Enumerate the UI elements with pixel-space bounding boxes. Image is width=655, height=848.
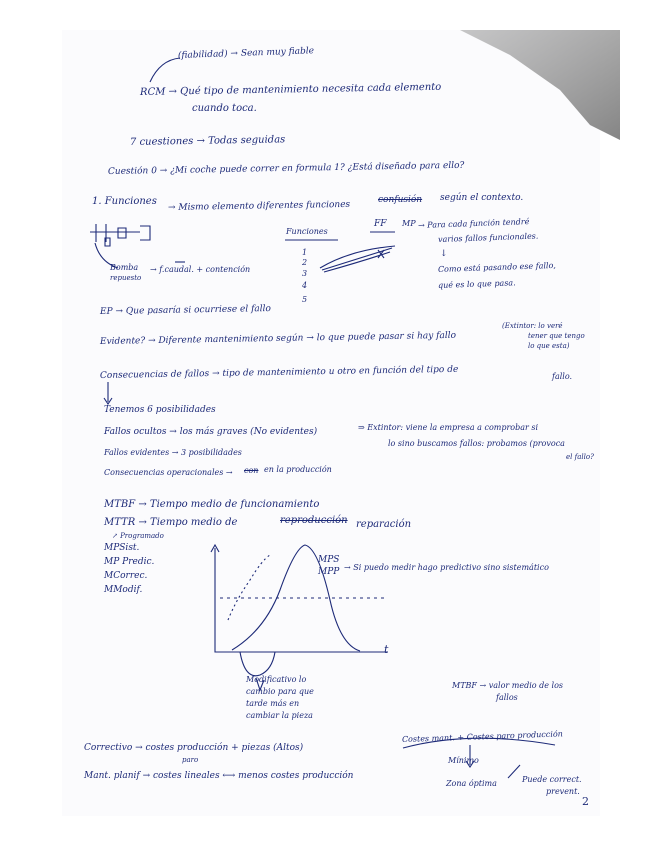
como-esta: Como está pasando ese fallo, — [437, 260, 557, 274]
mtbf-valor-2: fallos — [496, 693, 518, 702]
puede-correct: Puede correct. — [522, 775, 582, 784]
si-puedo: → Si puedo medir hago predictivo sino sistemático — [344, 563, 549, 572]
funciones-desc-a: → Mismo elemento diferentes funciones — [167, 199, 351, 213]
tenemos-line: Tenemos 6 posibilidades — [104, 405, 216, 415]
num-5: 5 — [302, 295, 308, 304]
modificativo-2: cambio para que — [246, 687, 314, 696]
cuestiones-line: 7 cuestiones → Todas seguidas — [129, 134, 286, 148]
rcm-line-2: cuando toca. — [192, 103, 257, 114]
consecuencias-op: Consecuencias operacionales → — [104, 468, 233, 477]
correctivo-paro: paro — [182, 756, 199, 764]
mp-sist: MPSist. — [104, 543, 140, 553]
extintor-note-1: (Extintor: lo veré — [502, 322, 563, 330]
bomba-desc: → f.caudal. + contención — [150, 265, 251, 274]
mttr-line-b: reparación — [356, 519, 412, 530]
mttr-strike: reproducción — [280, 515, 348, 526]
fallos-evidentes: Fallos evidentes → 3 posibilidades — [104, 448, 242, 457]
col-mp: MP — [402, 219, 416, 228]
mant-planif-line: Mant. planif → costes lineales ⟷ menos costes producción — [84, 771, 354, 781]
evidente-line: Evidente? → Diferente mantenimiento según → lo que puede pasar si hay fallo — [99, 330, 457, 347]
m-modif: MModif. — [104, 585, 143, 595]
mps-label: MPS — [318, 555, 340, 565]
scan-shadow — [440, 30, 620, 140]
consecuencias-line: Consecuencias de fallos → tipo de mantenimiento u otro en función del tipo de — [99, 364, 459, 381]
consecuencias-op-strike: con — [244, 466, 259, 475]
num-4: 4 — [302, 281, 308, 290]
programado-note: ↗ Programado — [112, 532, 164, 540]
col-ff: FF — [374, 219, 387, 229]
modificativo-4: cambiar la pieza — [246, 711, 313, 720]
costes-mant: Costes mant. + Costes paro producción — [401, 729, 563, 744]
num-3: 3 — [302, 269, 308, 278]
que-es: qué es lo que pasa. — [437, 278, 516, 290]
fallos-ocultos: Fallos ocultos → los más graves (No evidentes) — [104, 427, 318, 437]
bomba-label: Bomba — [110, 263, 139, 272]
correctivo-line: Correctivo → costes producción + piezas (Altos) — [84, 743, 304, 753]
bomba-sub: repuesto — [110, 274, 142, 282]
consecuencias-op-b: en la producción — [264, 465, 332, 474]
page-number: 2 — [582, 795, 589, 808]
rcm-line: RCM → Qué tipo de mantenimiento necesita cada elemento — [139, 81, 442, 98]
t-axis-label: t — [384, 643, 389, 656]
mp-predic: MP Predic. — [104, 557, 155, 567]
modificativo-3: tarde más en — [246, 699, 300, 708]
extintor-viene: ⇒ Extintor: viene la empresa a comprobar si — [358, 423, 539, 432]
col-funciones: Funciones — [286, 227, 328, 236]
para-cada-funcion: → Para cada función tendré — [417, 217, 530, 230]
zona-optima: Zona óptima — [446, 779, 497, 788]
ep-line: EP → Que pasaría si ocurriese el fallo — [99, 304, 271, 317]
funciones-desc-b: según el contexto. — [440, 193, 524, 203]
lo-sino: lo sino buscamos fallos: probamos (provoca — [388, 439, 565, 448]
arrow-down: ↓ — [440, 249, 448, 259]
mtbf-line: MTBF → Tiempo medio de funcionamiento — [104, 499, 320, 510]
fiabilidad-note: (fiabilidad) → Sean muy fiable — [177, 46, 315, 61]
el-fallo: el fallo? — [566, 453, 594, 461]
cuestion-0-line: Cuestión 0 → ¿Mi coche puede correr en formula 1? ¿Está diseñado para ello? — [107, 160, 465, 177]
extintor-note-2: tener que tengo — [528, 332, 585, 340]
mttr-line-a: MTTR → Tiempo medio de — [104, 517, 238, 528]
m-correc: MCorrec. — [104, 571, 148, 581]
minimo: Mínimo — [448, 756, 479, 765]
prevent: prevent. — [546, 787, 580, 796]
funciones-heading: 1. Funciones — [92, 196, 157, 207]
mtbf-valor: MTBF → valor medio de los — [452, 681, 564, 690]
mpp-label: MPP — [318, 567, 340, 577]
varios-fallos: varios fallos funcionales. — [437, 231, 539, 244]
num-1: 1 — [302, 248, 308, 257]
modificativo-1: Modificativo lo — [246, 675, 307, 684]
consecuencias-line-2: fallo. — [552, 372, 573, 381]
num-2: 2 — [302, 258, 308, 267]
extintor-note-3: lo que esta) — [528, 342, 570, 350]
funciones-strike: confusión — [378, 195, 423, 205]
